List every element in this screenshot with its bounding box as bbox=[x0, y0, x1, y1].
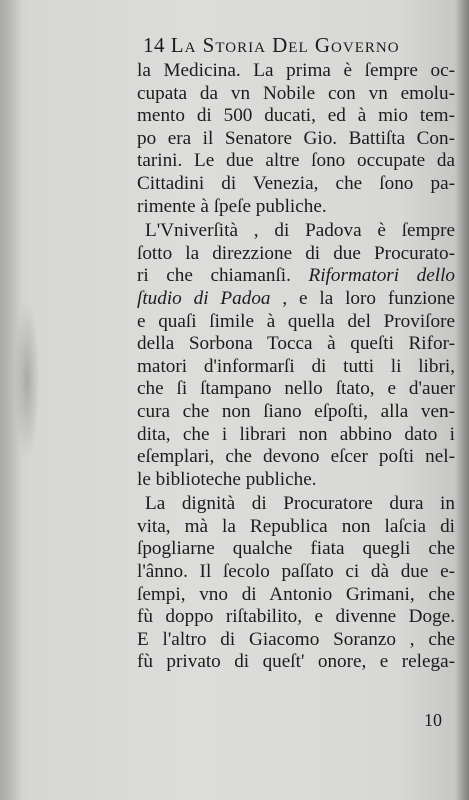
text-line: L'Vniverſità , di Padova è ſempre bbox=[145, 220, 455, 242]
text-line: la Medicina. La prima è ſempre oc- bbox=[137, 60, 455, 81]
text-line: po era il Senatore Gio. Battiſta Con- bbox=[137, 127, 455, 149]
text-line: ſtudio di Padoa , e la loro funzione bbox=[137, 287, 455, 309]
text-line: La dignità di Procuratore dura in bbox=[145, 493, 455, 515]
running-title: La Storia Del Governo bbox=[170, 33, 400, 57]
text-line: fù doppo riſtabilito, e divenne Doge. bbox=[137, 606, 455, 628]
text-line: fù privato di queſt' onore, e relega- bbox=[137, 651, 455, 673]
text-line: eſemplari, che devono eſcer poſti nel- bbox=[137, 446, 455, 468]
text-line: tarini. Le due altre ſono occupate da bbox=[137, 150, 455, 172]
text-line: l'ânno. Il ſecolo paſſato ci dà due e- bbox=[137, 561, 455, 583]
body-text bbox=[137, 60, 455, 676]
text-line: vita, mà la Republica non laſcia di bbox=[137, 515, 455, 537]
paragraph-1 bbox=[137, 60, 455, 218]
paragraph-3 bbox=[137, 493, 455, 674]
running-header bbox=[143, 33, 443, 58]
text-line: le biblioteche publiche. bbox=[137, 468, 317, 490]
text-segment: ri che chiamanſi. bbox=[137, 265, 291, 287]
paper-stain bbox=[14, 300, 40, 460]
italic-term: ſtudio di Padoa bbox=[137, 287, 271, 309]
paragraph-2 bbox=[137, 220, 455, 491]
text-line: ſotto la direzzione di due Procurato- bbox=[137, 242, 455, 264]
text-line: dita, che i librari non abbino dato i bbox=[137, 423, 455, 445]
italic-term: Riformatori dello bbox=[308, 265, 456, 287]
text-line: rimente à ſpeſe publiche. bbox=[137, 195, 327, 217]
text-line: della Sorbona Tocca à queſti Rifor- bbox=[137, 333, 455, 355]
text-line: matori d'informarſi di tutti li libri, bbox=[137, 355, 455, 377]
text-line: E l'altro di Giacomo Soranzo , che bbox=[137, 628, 455, 650]
text-line: Cittadini di Venezia, che ſono pa- bbox=[137, 172, 455, 194]
text-line: ſempi, vno di Antonio Grimani, che bbox=[137, 583, 455, 605]
text-line: cupata da vn Nobile con vn emolu- bbox=[137, 82, 455, 104]
text-line: mento di 500 ducati, ed à mio tem- bbox=[137, 105, 455, 127]
page-edge bbox=[455, 0, 469, 800]
text-line: cura che non ſiano eſpoſti, alla ven- bbox=[137, 400, 455, 422]
page-number: 14 bbox=[143, 33, 165, 57]
text-line: e quaſi ſimile à quella del Proviſore bbox=[137, 310, 455, 332]
text-line: ſpogliarne qualche fiata quegli che bbox=[137, 538, 455, 560]
text-line: che ſi ſtampano nello ſtato, e d'auer bbox=[137, 378, 455, 400]
text-line-with-italic bbox=[137, 265, 455, 288]
catchword: 10 bbox=[424, 710, 442, 730]
